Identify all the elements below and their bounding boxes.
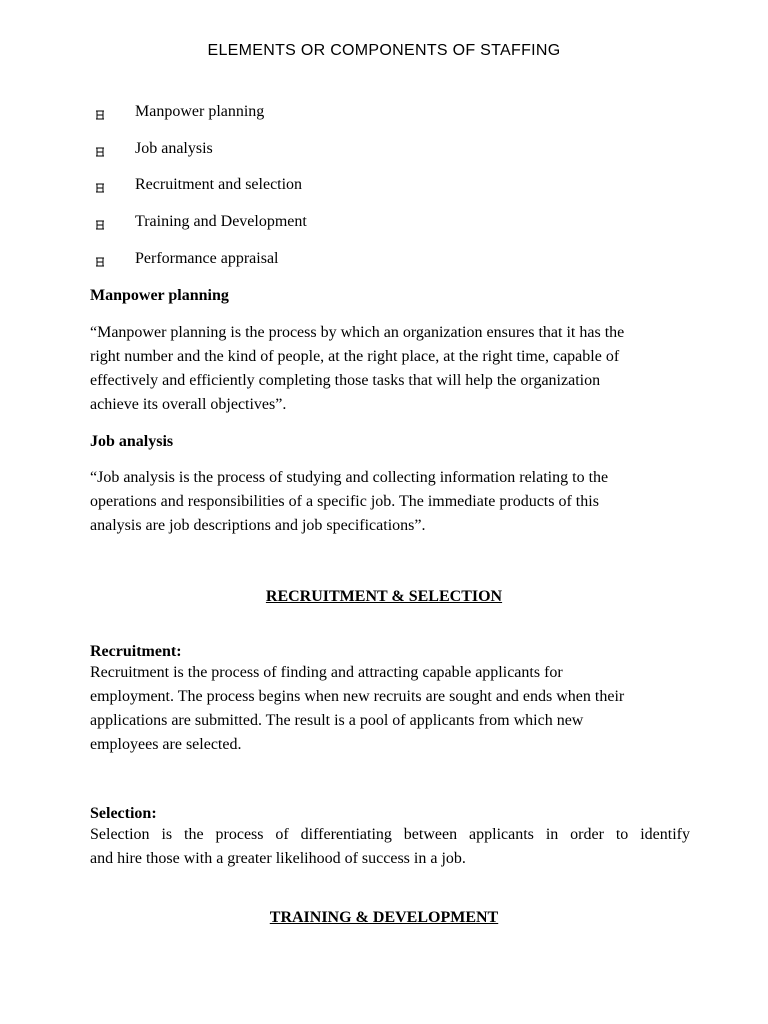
paragraph-line: employees are selected. bbox=[90, 736, 242, 753]
paragraph-line: operations and responsibilities of a specific job. The immediate products of this bbox=[90, 493, 599, 510]
list-item-label: Recruitment and selection bbox=[135, 176, 303, 193]
recruitment-heading: Recruitment: bbox=[90, 643, 182, 660]
paragraph-line: “Job analysis is the process of studying and collecting information relating to the bbox=[90, 469, 609, 486]
list-item bbox=[0, 137, 700, 161]
manpower-planning-paragraph bbox=[90, 321, 690, 417]
job-analysis-paragraph bbox=[90, 466, 690, 538]
paragraph-line: employment. The process begins when new recruits are sought and ends when their bbox=[90, 688, 625, 705]
hourglass-bullet-icon bbox=[95, 220, 105, 230]
selection-heading: Selection: bbox=[90, 805, 157, 822]
paragraph-line: “Manpower planning is the process by which an organization ensures that it has the bbox=[90, 324, 625, 341]
list-item-label: Manpower planning bbox=[135, 103, 265, 120]
page-title: ELEMENTS OR COMPONENTS OF STAFFING bbox=[207, 42, 561, 59]
list-item-label: Job analysis bbox=[135, 140, 213, 157]
list-item bbox=[0, 100, 700, 124]
list-item bbox=[0, 247, 700, 271]
hourglass-bullet-icon bbox=[95, 110, 105, 120]
list-item-label: Training and Development bbox=[135, 213, 307, 230]
job-analysis-heading: Job analysis bbox=[90, 433, 174, 450]
paragraph-line: and hire those with a greater likelihood of success in a job. bbox=[90, 850, 466, 867]
paragraph-line: Selection is the process of differentiating between applicants in order to identify bbox=[90, 826, 690, 843]
paragraph-line: applications are submitted. The result is a pool of applicants from which new bbox=[90, 712, 584, 729]
manpower-planning-heading: Manpower planning bbox=[90, 287, 229, 304]
paragraph-line: achieve its overall objectives”. bbox=[90, 396, 287, 413]
paragraph-line: analysis are job descriptions and job specifications”. bbox=[90, 517, 426, 534]
selection-paragraph bbox=[90, 823, 690, 871]
recruitment-paragraph bbox=[90, 661, 690, 757]
hourglass-bullet-icon bbox=[95, 147, 105, 157]
paragraph-line: Recruitment is the process of finding and attracting capable applicants for bbox=[90, 664, 563, 681]
training-development-section-title: TRAINING & DEVELOPMENT bbox=[269, 909, 499, 926]
hourglass-bullet-icon bbox=[95, 183, 105, 193]
paragraph-line: effectively and efficiently completing those tasks that will help the organization bbox=[90, 372, 601, 389]
list-item bbox=[0, 173, 700, 197]
hourglass-bullet-icon bbox=[95, 257, 105, 267]
recruitment-selection-section-title: RECRUITMENT & SELECTION bbox=[265, 588, 503, 605]
list-item bbox=[0, 210, 700, 234]
paragraph-line: right number and the kind of people, at the right place, at the right time, capable of bbox=[90, 348, 620, 365]
list-item-label: Performance appraisal bbox=[135, 250, 279, 267]
